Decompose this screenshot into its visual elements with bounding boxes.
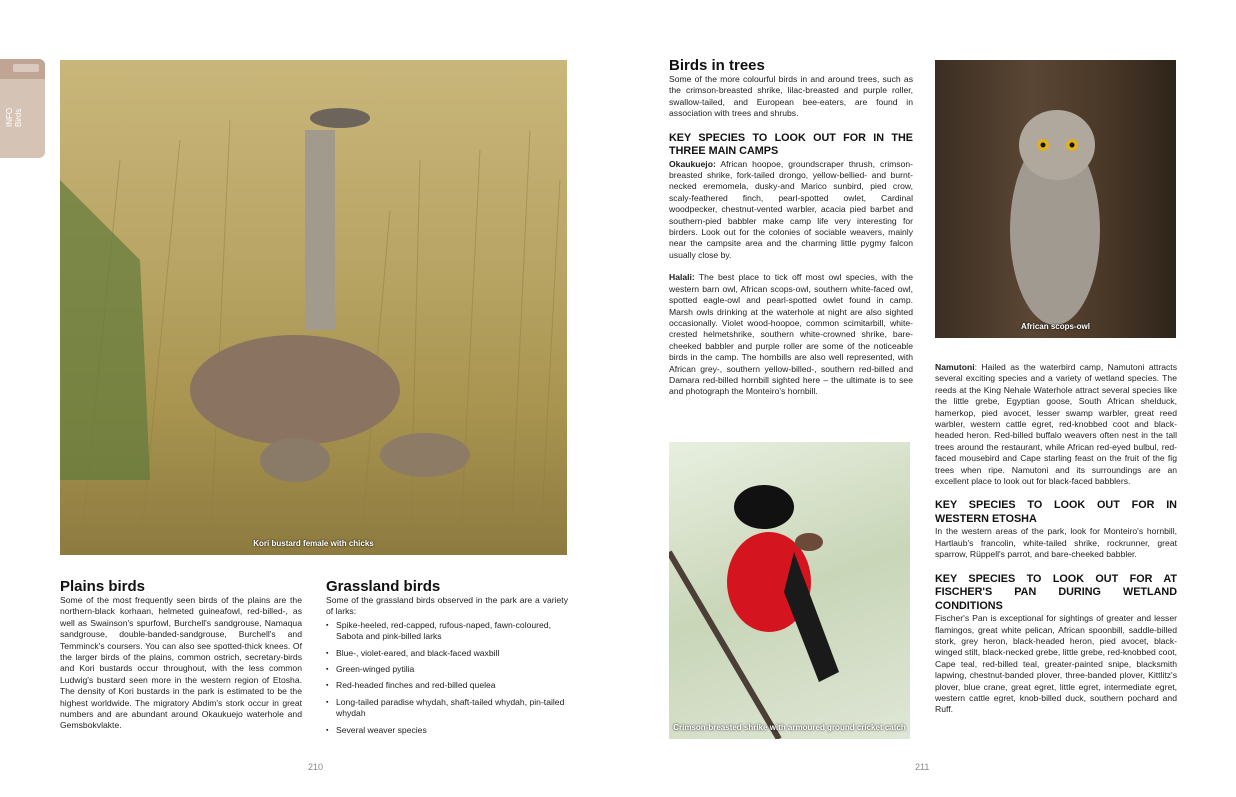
list-item: ▪ Spike-heeled, red-capped, rufous-naped, fawn-coloured, Sabota and pink-billed larks (326, 620, 568, 643)
page-number: 211 (915, 762, 930, 772)
subheading: KEY SPECIES TO LOOK OUT FOR IN WESTERN ETOSHA (935, 499, 1177, 525)
okaukuejo-paragraph: Okaukuejo: African hoopoe, groundscraper thrush, crimson-breasted shrike, fork-tailed drongo, yellow-bellied- and burnt-necked eremomela, dusky-and Marico sunbird, pied crow, scaly-feathered finch, pearl-spotted owlet, Cardinal woodpecker, chestnut-vented warbler, acacia pied barbet and southern-pied babbler make camp life very interesting for birders. Look out for the colonies of sociable weavers, mainly near the campsite area and the charming little pygmy falcon usually close by. (669, 158, 913, 260)
western-etosha-paragraph: In the western areas of the park, look for Monteiro's hornbill, Hartlaub's francolin, white-tailed shrike, rockrunner, great sparrow, Rüppell's parrot, and bare-cheeked babbler. (935, 526, 1177, 560)
section-tab (0, 59, 45, 158)
halali-paragraph: Halali: The best place to tick off most owl species, with the western barn owl, African scops-owl, southern white-faced owl, spotted eagle-owl and pearl-spotted owlet found in camp. Marsh owls drinking at the waterhole at night are also sighted occasionally. Violet wood-hoopoe, common scimitarbill, white-crested helmetshrike, southern white-crowned shrike, bare-cheeked babbler and purple roller are some of the noticeable birds in the camp. The hornbills are also well represented, with African grey-, southern yellow-billed-, southern red-billed and Damara red-billed hornbill sighted here – the ultimate is to see and photograph the Monteiro's hornbill. (669, 272, 913, 397)
scops-owl-photo (935, 60, 1176, 338)
photo-caption: Crimson-breasted shrike with armoured ground cricket catch (673, 723, 906, 732)
kori-bustard-photo (60, 60, 567, 555)
right-column-text (935, 362, 1177, 716)
shrike-photo (669, 442, 910, 739)
list-item: ▪ Green-winged pytilia (326, 664, 568, 675)
list-item: ▪ Long-tailed paradise whydah, shaft-tailed whydah, pin-tailed whydah (326, 697, 568, 720)
tab-label-birds: Birds (14, 108, 23, 127)
section-intro: Some of the grassland birds observed in the park are a variety of larks: (326, 595, 568, 617)
birds-in-trees-section (669, 57, 913, 398)
list-item: ▪ Red-headed finches and red-billed quelea (326, 680, 568, 691)
photo-caption: Kori bustard female with chicks (253, 539, 374, 548)
list-item: ▪ Several weaver species (326, 725, 568, 736)
section-body: Some of the more colourful birds in and around trees, such as the crimson-breasted shrike, lilac-breasted and purple roller, swallow-tailed, and European bee-eaters, are found in association with trees and shrubs. (669, 74, 913, 119)
section-body: Some of the most frequently seen birds of the plains are the northern-black korhaan, helmeted guineafowl, red-billed-, as well as Swainson's spurfowl, Burchell's sandgrouse, Namaqua sandgrouse, double-banded-sandgrouse, Burchell's and Temminck's coursers. You can also see spotted-thick knees. Of the larger birds of the plains, common ostrich, secretary-birds and Kori bustards occur throughout, with the less common Ludwig's bustard seen more in the western region of Etosha. The density of Kori bustards in the park is estimated to be the highest worldwide. The migratory Abdim's stork occur in great numbers and are abundant around Okaukuejo waterhole and Gemsbokvlakte. (60, 595, 302, 731)
tab-label-info: INFO (5, 107, 14, 127)
fischers-pan-paragraph: Fischer's Pan is exceptional for sightings of greater and lesser flamingos, great white pelican, African spoonbill, saddle-billed stork, grey heron, black-headed heron, pied avocet, black-winged stilt, black-necked grebe, little grebe, red-knobbed coot, Cape teal, red-billed teal, greater-painted snipe, blacksmith lapwing, chestnut-banded plover, three-banded plover, Kittlitz's plover, blue crane, great egret, little egret, intermediate egret, western cattle egret, knob-billed duck, southern pochard and Ruff. (935, 613, 1177, 715)
section-heading: Grassland birds (326, 578, 441, 595)
section-heading: Plains birds (60, 578, 146, 595)
photo-caption: African scops-owl (1021, 322, 1090, 331)
page-number: 210 (308, 762, 324, 772)
subheading: KEY SPECIES TO LOOK OUT FOR AT FISCHER'S PAN DURING WETLAND CONDITIONS (935, 572, 1177, 612)
namutoni-paragraph: Namutoni: Hailed as the waterbird camp, Namutoni attracts several exciting species and a variety of wetland species. The reeds at the King Nehale Waterhole attract several species like the little grebe, Egyptian goose, South African shelduck, hamerkop, pied avocet, lesser swamp warbler, great reed warbler, western cattle egret, red-knobbed coot and black-headed heron. Red-billed buffalo weavers often nest in the tall trees around the restaurant, while African red-eyed bulbul, red-faced mousebird and Cape starling feast on the fruit of the fig trees when ripe. Namutoni and its surroundings are an excellent place to look out for black-faced babblers. (935, 362, 1177, 487)
subheading: KEY SPECIES TO LOOK OUT FOR IN THE THREE MAIN CAMPS (669, 131, 913, 158)
plains-birds-section (60, 578, 302, 732)
grassland-birds-section (326, 578, 568, 741)
section-heading: Birds in trees (669, 57, 765, 74)
list-item: ▪ Blue-, violet-eared, and black-faced waxbill (326, 648, 568, 659)
lark-list (326, 620, 568, 736)
